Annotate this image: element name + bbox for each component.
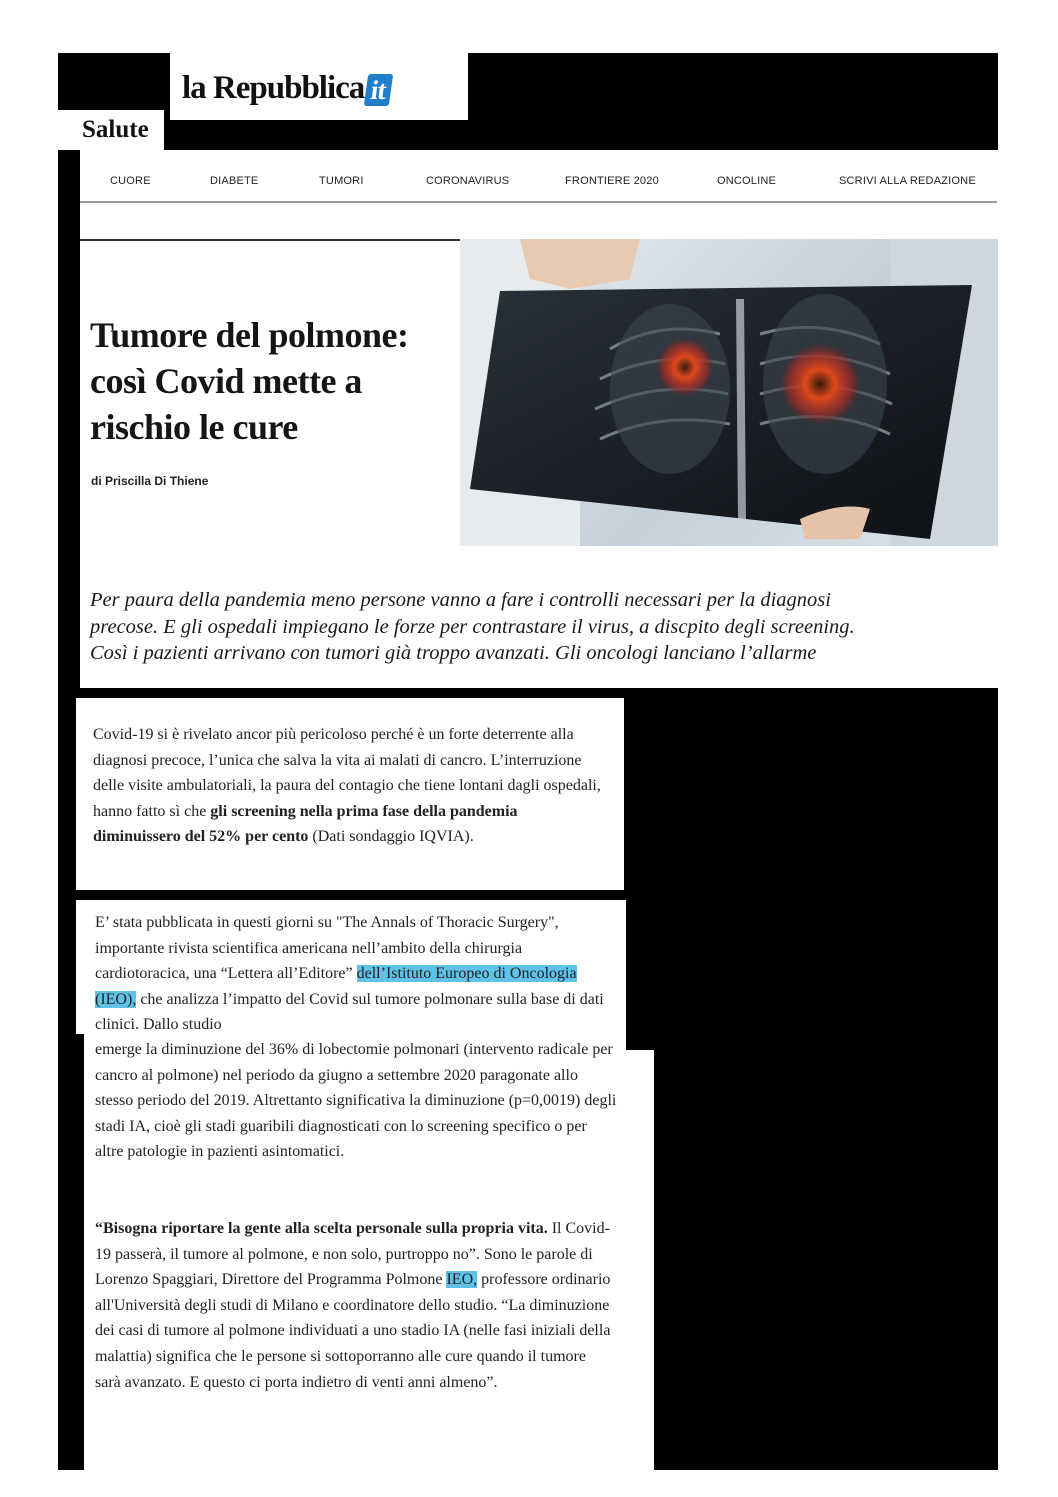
black-bar-left-top bbox=[58, 150, 80, 698]
black-block-right-1 bbox=[624, 698, 998, 890]
paragraph-2-continued: emerge la diminuzione del 36% di lobectomie polmonari (intervento radicale per cancro al polmone) nel periodo da giugno a settembre 2020 paragonate allo stesso periodo del 2019. Altrettanto significativa la diminuzione (p=0,0019) degli stadi IA, cioè gli stadi guaribili diagnosticati con lo screening specifico o per altre patologie in pazienti asintomatici. bbox=[95, 1041, 617, 1161]
nav-item-tumori[interactable]: TUMORI bbox=[319, 175, 364, 187]
paragraph-2: E’ stata pubblicata in questi giorni su "The Annals of Thoracic Surgery", importante rivista scientifica americana nell’ambito della chirurgia cardiotoracica, una “Lettera all’Editore” dell’Istituto Europeo di Oncologia (IEO), che analizza l’impatto del Covid sul tumore polmonare sulla base di dati clinici. Dallo studio bbox=[95, 914, 604, 1034]
article-headline: Tumore del polmone: così Covid mette a rischio le cure bbox=[90, 315, 409, 447]
xray-illustration bbox=[460, 239, 998, 546]
black-bar-left-bottom bbox=[58, 698, 76, 1470]
ieo-link-2[interactable]: IEO, bbox=[446, 1271, 478, 1289]
black-block-left-3 bbox=[76, 1034, 84, 1470]
quote-emphasis: “Bisogna riportare la gente alla scelta personale sulla propria vita. bbox=[95, 1220, 548, 1237]
nav-item-cuore[interactable]: CUORE bbox=[110, 175, 151, 187]
paragraph-1: Covid-19 si è rivelato ancor più pericoloso perché è un forte deterrente alla diagnosi precoce, l’unica che salva la vita ai malati di cancro. L’interruzione delle visite ambulatoriali, la paura del contagio che tiene lontani dagli ospedali, hanno fatto sì che gli screening nella prima fase della pandemia diminuissero del 52% per cento (Dati sondaggio IQVIA). bbox=[93, 726, 601, 846]
article-subtitle: Per paura della pandemia meno persone vanno a fare i controlli necessari per la diagnosi precose. E gli ospedali impiegano le forze per contrastare il virus, a discpito degli screening. Così i pazienti arrivano con tumori già troppo avanzati. Gli oncologi lanciano l’allarme bbox=[90, 589, 855, 664]
logo-text: la Repubblica bbox=[182, 69, 365, 106]
headline-top-rule bbox=[80, 239, 460, 241]
ieo-link[interactable]: dell’Istituto Europeo di Oncologia (IEO), bbox=[95, 965, 577, 1008]
nav-item-diabete[interactable]: DIABETE bbox=[210, 175, 259, 187]
article-byline: di Priscilla Di Thiene bbox=[91, 474, 209, 488]
repubblica-logo[interactable] bbox=[182, 68, 391, 108]
black-gap-strip bbox=[76, 688, 998, 698]
paragraph-3: “Bisogna riportare la gente alla scelta personale sulla propria vita. Il Covid-19 passerà, il tumore al polmone, e non solo, purtroppo no”. Sono le parole di Lorenzo Spaggiari, Direttore del Programma Polmone IEO, professore ordinario all'Università degli studi di Milano e coordinatore dello studio. “La diminuzione dei casi di tumore al polmone individuati a uno stadio IA (nelle fasi iniziali della malattia) significa che le persone si sottoporranno alle cure quando il tumore sarà avanzato. E questo ci porta indietro di venti anni almeno”. bbox=[95, 1220, 611, 1391]
section-label[interactable]: Salute bbox=[82, 116, 149, 143]
nav-item-scrivi[interactable]: SCRIVI ALLA REDAZIONE bbox=[839, 175, 976, 187]
logo-it-badge: it bbox=[364, 74, 393, 106]
nav-item-oncoline[interactable]: ONCOLINE bbox=[717, 175, 777, 187]
section-nav bbox=[80, 163, 997, 203]
nav-item-coronavirus[interactable]: CORONAVIRUS bbox=[426, 175, 510, 187]
nav-item-frontiere[interactable]: FRONTIERE 2020 bbox=[565, 175, 659, 187]
black-strip-mid bbox=[76, 890, 998, 900]
black-block-right-2 bbox=[626, 900, 998, 1034]
hero-xray-image bbox=[460, 239, 998, 546]
paragraph-1-emphasis: gli screening nella prima fase della pandemia diminuissero del 52% per cento bbox=[93, 802, 518, 846]
black-block-right-4 bbox=[654, 1034, 998, 1470]
